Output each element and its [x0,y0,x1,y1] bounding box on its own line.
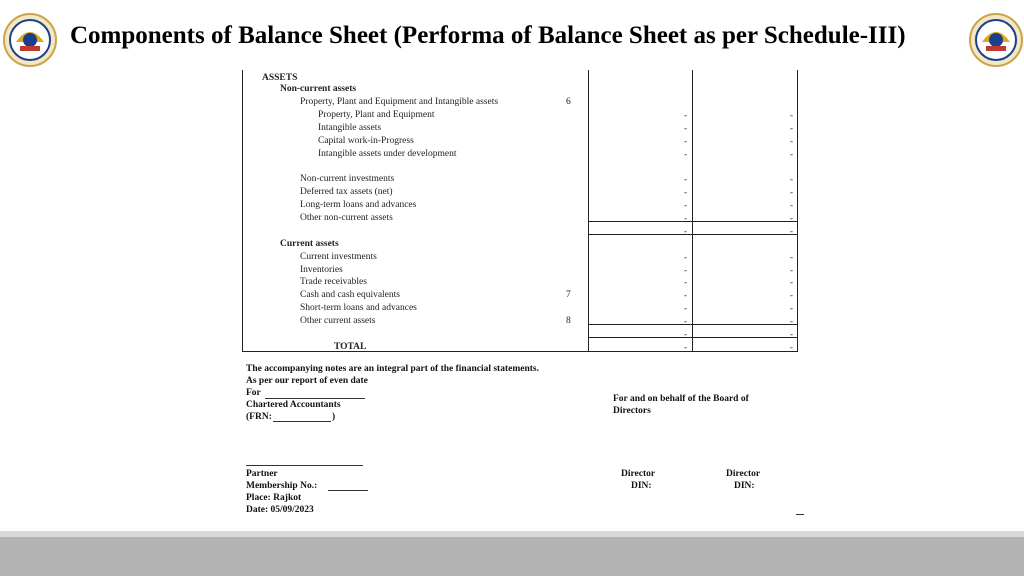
row-label: TOTAL [334,342,367,352]
frn-underline [273,421,331,422]
report-line: As per our report of even date [246,376,368,386]
row-current-year-value: - [684,200,687,210]
place-label: Place: Rajkot [246,493,302,503]
row-label: Capital work-in-Progress [318,136,414,146]
page-title: Components of Balance Sheet (Performa of Balance Sheet as per Schedule-III) [70,22,906,49]
row-current-year-value: - [684,110,687,120]
table-border-left [242,70,243,352]
row-current-year-value: - [684,290,687,300]
row-label: Inventories [300,265,343,275]
row-current-year-value: - [684,187,687,197]
row-previous-year-value: - [790,200,793,210]
row-label: Property, Plant and Equipment and Intangible assets [300,97,499,107]
frn-close: ) [332,412,336,422]
row-current-year-value: - [684,226,687,236]
row-previous-year-value: - [790,110,793,120]
row-label: Non-current investments [300,174,395,184]
row-label: Intangible assets under development [318,149,457,159]
row-label: Current investments [300,252,377,262]
table-divider-notes [588,70,589,352]
row-current-year-value: - [684,342,687,352]
director-1-label: Director [621,469,656,479]
row-previous-year-value: - [790,303,793,313]
row-label: Deferred tax assets (net) [300,187,393,197]
for-line: For [246,388,261,398]
subtotal-line-bottom [588,234,798,235]
row-current-year-value: - [684,123,687,133]
row-label: Long-term loans and advances [300,200,417,210]
footer-mark [796,514,804,515]
assets-heading: ASSETS [262,73,298,83]
row-previous-year-value: - [790,136,793,146]
row-label: Intangible assets [318,123,382,133]
subtotal-line-top [588,221,798,222]
row-current-year-value: - [684,174,687,184]
row-note: 7 [566,290,571,300]
row-previous-year-value: - [790,316,793,326]
director-2-din: DIN: [734,481,755,491]
row-current-year-value: - [684,265,687,275]
icai-logo-left [2,12,58,68]
row-previous-year-value: - [790,149,793,159]
partner-label: Partner [246,469,278,479]
icai-emblem-icon [2,12,58,68]
director-2-label: Director [726,469,761,479]
row-note: 8 [566,316,571,326]
row-label: Other non-current assets [300,213,393,223]
date-label: Date: 05/09/2023 [246,505,314,515]
row-label: Other current assets [300,316,376,326]
row-previous-year-value: - [790,277,793,287]
balance-sheet-table [242,70,798,352]
row-previous-year-value: - [790,329,793,339]
row-previous-year-value: - [790,342,793,352]
row-previous-year-value: - [790,290,793,300]
frn-line: (FRN: [246,412,272,422]
row-label: Trade receivables [300,277,367,287]
row-previous-year-value: - [790,213,793,223]
row-current-year-value: - [684,149,687,159]
membership-underline [328,490,368,491]
row-previous-year-value: - [790,187,793,197]
row-note: 6 [566,97,571,107]
current-subtotal-line-top [588,324,798,325]
row-current-year-value: - [684,303,687,313]
table-border-right [797,70,798,352]
ca-line: Chartered Accountants [246,400,341,410]
row-current-year-value: - [684,213,687,223]
row-current-year-value: - [684,329,687,339]
row-label: Cash and cash equivalents [300,290,400,300]
row-current-year-value: - [684,277,687,287]
row-current-year-value: - [684,316,687,326]
row-label: Current assets [280,239,339,249]
row-label: Property, Plant and Equipment [318,110,435,120]
row-current-year-value: - [684,252,687,262]
row-previous-year-value: - [790,252,793,262]
row-previous-year-value: - [790,226,793,236]
row-previous-year-value: - [790,265,793,275]
partner-signature-line [246,465,363,466]
row-previous-year-value: - [790,174,793,184]
icai-emblem-icon [968,12,1024,68]
board-line-2: Directors [613,406,651,416]
current-subtotal-line-bottom [588,337,798,338]
table-bottom-line [242,351,798,352]
bottom-band [0,537,1024,576]
row-previous-year-value: - [790,123,793,133]
membership-label: Membership No.: [246,481,318,491]
board-line-1: For and on behalf of the Board of [613,394,749,404]
integral-note: The accompanying notes are an integral part of the financial statements. [246,364,539,374]
icai-logo-right [968,12,1024,68]
row-label: Short-term loans and advances [300,303,417,313]
row-label: Non-current assets [280,84,357,94]
table-divider-current [692,70,693,352]
row-current-year-value: - [684,136,687,146]
director-1-din: DIN: [631,481,652,491]
